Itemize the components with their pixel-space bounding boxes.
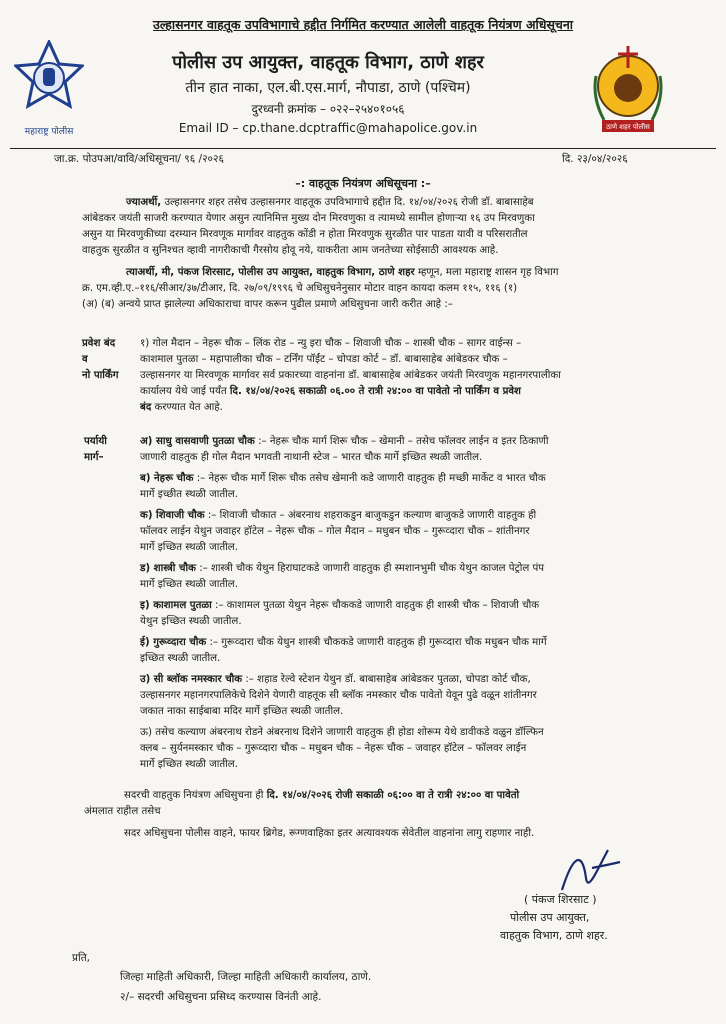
copy-to-label: प्रति, [72, 952, 91, 964]
para2-line: (अ) (ब) अन्वये प्राप्त झालेल्या अधिकाराचा वापर करून पुढील प्रमाणे अधिसुचना जारी करीत आहे :– [82, 299, 453, 310]
paragraph-whereas [82, 195, 696, 259]
closing-text: सदरची वाहतुक नियंत्रण अधिसुचना ही [124, 790, 264, 801]
closing-paragraph [84, 788, 700, 842]
office-name: पोलीस उप आयुक्त, वाहतूक विभाग, ठाणे शहर [172, 52, 484, 73]
reference-number: जा.क्र. पोउपआ/वावि/अधिसूचना/ ९६ /२०२६ [54, 153, 224, 165]
para2-line: क्र. एम.व्ही.ए.–११६/सीआर/३७/टीआर, दि. २७/०९/१९९६ चे अधिसुचनेनुसार मोटार वाहन कायदा कलम ११५, ११६ (१) [82, 283, 518, 294]
logo-right-text: ठाणे शहर पोलीस [606, 123, 650, 131]
section-entry-ban-label [82, 336, 142, 384]
section-alternate-routes-label [84, 434, 136, 466]
signature-designation: पोलीस उप आयुक्त, [510, 911, 590, 924]
thane-police-logo [588, 36, 668, 142]
ban-word-bold: बंद [140, 402, 152, 413]
ban-time-bold: दि. १४/०४/२०२६ सकाळी ०६.०० ते रात्री २४:०० वा पावेतो नो पार्किंग व प्रवेश [229, 386, 521, 397]
route-line: :– नेहरू चौक मार्गे शिरू चौक तसेच खेमानी कडे जाणारी वाहतुक ही मच्छी मार्केट व भारत चौक [196, 473, 546, 484]
logo-left-text: महाराष्ट्र पोलीस [24, 127, 74, 137]
route-item [140, 672, 700, 720]
route-item [140, 561, 700, 593]
route-line: उल्हासनगर महानगरपालिकेचे दिशेने येणारी वाहतूक सी ब्लॉक नमस्कार चौक पावेतो येवून पुढे वळून शांतीनगर [140, 690, 537, 701]
label-line: प्रवेश बंद [82, 338, 116, 349]
route-line: :– नेहरू चौक मार्ग शिरू चौक – खेमानी – तसेच फॉलवर लाईन व इतर ठिकाणी [258, 436, 549, 447]
label-line: मार्ग– [84, 452, 104, 463]
route-label: ई) गुरूव्दारा चौक [140, 637, 207, 648]
para1-line: असुन या मिरवणुकीच्या दरम्यान मिरवणूक मार्गावर वाहतुक कोंडी न होता मिरवणुक सुरळीत पार पाडता यावी व परिसरातील [82, 229, 528, 240]
route-line: जकात नाका साईबाबा मदिर मार्गे इच्छित स्थळी जातील. [140, 706, 344, 717]
para2-text: म्हणून, मला महाराष्ट्र शासन गृह विभाग [417, 267, 559, 278]
route-item [140, 471, 700, 503]
route-line: :– शास्त्री चौक येथुन हिराघाटकडे जाणारी वाहतुक ही स्मशानभुमी चौक येथुन काजल पेट्रोल पंप [199, 563, 545, 574]
para1-line: उल्हासनगर शहर तसेच उल्हासनगर वाहतूक उपविभागाचे हद्दीत दि. १४/०४/२०२६ रोजी डॉ. बाबासाहेब [164, 197, 534, 208]
label-line: पर्यायी [84, 436, 107, 447]
section1-line: उल्हासनगर या मिरवणूक मार्गावर सर्व प्रकारच्या वाहनांना डॉ. बाबासाहेब आंबेडकर जयंती मिरवणुक महानगरपालीका [140, 370, 561, 381]
office-address: तीन हात नाका, एल.बी.एस.मार्ग, नौपाडा, ठाणे (पश्चिम) [185, 80, 471, 96]
closing-line: सदर अधिसुचना पोलीस वाहने, फायर ब्रिगेड, रूग्णवाहिका इतर अत्यावश्यक सेवेतील वाहनांना लागु राहणार नाही. [124, 828, 535, 839]
route-line: :– काशामल पुतळा येथुन नेहरू चौककडे जाणारी वाहतुक ही शास्त्री चौक – शिवाजी चौक [215, 600, 540, 611]
reference-date: दि. २३/०४/२०२६ [562, 153, 628, 165]
route-line: फॉलवर लाईन येथुन जवाहर हॉटेल – नेहरू चौक – गोल मैदान – मधुबन चौक – गुरूव्दारा चौक – शांतीनगर [140, 526, 530, 537]
alternate-routes-list [140, 434, 700, 773]
route-label: क) शिवाजी चौक [140, 510, 205, 521]
section1-text: कार्यालय येथे जाई पर्यंत [140, 386, 227, 397]
office-phone: दुरध्वनी क्रमांक – ०२२–२५४०१०५६ [251, 102, 405, 116]
route-label: ड) शास्त्री चौक [140, 563, 196, 574]
route-line: मार्गे इच्छित स्थळी जातील. [140, 579, 238, 590]
route-item [140, 508, 700, 556]
route-line: इच्छित स्थळी जातील. [140, 653, 221, 664]
para1-line: आंबेडकर जयंती साजरी करण्यात येणार असुन त्यानिमित्त मुख्य दोन मिरवणुका व त्यामध्ये सामील होणाऱ्या १६ उप मिरवणुका [82, 213, 535, 224]
para1-line: वाहतुक सुरळीत व सुनिश्चत व्हावी नागरीकाची गैरसोय होवू नये, याकरीता आम जनतेच्या सोईसाठी आवश्यक आहे. [82, 245, 499, 256]
section-entry-ban-text [140, 336, 700, 416]
notice-title: उल्हासनगर वाहतूक उपविभागाचे हद्दीत निर्गमित करण्यात आलेली वाहतूक नियंत्रण अधिसूचना [152, 17, 574, 32]
closing-time-bold: दि. १४/०४/२०२६ रोजी सकाळी ०६:०० वा ते रात्री २४:०० वा पावेतो [266, 790, 520, 801]
route-line: ऊ) तसेच कल्याण अंबरनाथ रोडने अंबरनाथ दिशेने जाणारी वाहतुक ही होडा शोरूम येथे डावीकडे वळुन डॉल्फिन [140, 727, 544, 738]
route-item [140, 725, 700, 773]
route-label: अ) साधु वासवाणी पुतळा चौक [140, 436, 255, 447]
label-line: नो पार्किंग [82, 370, 119, 381]
route-line: मार्गे इच्छीत स्थळी जातील. [140, 489, 238, 500]
route-label: ब) नेहरू चौक [140, 473, 194, 484]
therefore-lead: त्याअर्थी, [126, 267, 159, 278]
route-line: :– शिवाजी चौकात – अंबरनाथ शहराकडुन बाजुकडुन कल्याण बाजुकडे जाणारी वाहतुक ही [207, 510, 537, 521]
closing-line: अंमलात राहील तसेच [84, 806, 161, 817]
paragraph-therefore [82, 265, 696, 313]
signature-department: वाहतुक विभाग, ठाणे शहर. [500, 929, 608, 942]
label-line: व [82, 354, 88, 365]
route-label: उ) सी ब्लॉक नमस्कार चौक [140, 674, 243, 685]
route-line: मार्गे इच्छित स्थळी जातील. [140, 542, 238, 553]
route-item [140, 635, 700, 667]
office-email: Email ID – cp.thane.dcptraffic@mahapolice.gov.in [178, 121, 478, 135]
route-item [140, 598, 700, 630]
maharashtra-police-logo [14, 40, 84, 138]
route-line: येथुन इच्छित स्थळी जातील. [140, 616, 242, 627]
route-line: क्लब – सुर्यनमस्कार चौक – गुरूव्दारा चौक – मधुबन चौक – नेहरू चौक – जवाहर हॉटेल – फॉलवर लाईन [140, 743, 527, 754]
signature-name: ( पंकज शिरसाट ) [524, 893, 597, 906]
route-line: :– गुरूव्दारा चौक येथुन शास्त्री चौककडे जाणारी वाहतुक ही गुरूव्दारा चौक मधुबन चौक मार्गे [209, 637, 547, 648]
section1-line: काशमाल पुतळा – महापालीका चौक – टर्निंग पॉईंट – चोपडा कोर्ट – डॉ. बाबासाहेब आंबेडकर चौक – [140, 354, 508, 365]
route-line: जाणारी वाहतुक ही गोल मैदान भगवती नाथानी स्टेज – भारत चौक मार्गे इच्छित स्थळी जातील. [140, 452, 483, 463]
route-item [140, 434, 700, 466]
section1-line: १) गोल मैदान – नेहरू चौक – लिंक रोड – न्यु इरा चौक – शिवाजी चौक – शास्त्री चौक – सागर वाईन्स – [140, 338, 522, 349]
section1-text: करण्यात येत आहे. [151, 402, 223, 413]
copy-to-line: जिल्हा माहिती अधिकारी, जिल्हा माहिती अधिकारी कार्यालय, ठाणे. [120, 971, 372, 983]
route-line: :– शहाड रेल्वे स्टेशन येथुन डॉ. बाबासाहेब आंबेडकर पुतळा, चोपडा कोर्ट चौक, [245, 674, 531, 685]
officer-name-bold: मी, पंकज शिरसाट, पोलीस उप आयुक्त, वाहतुक विभाग, ठाणे शहर [161, 267, 415, 278]
header-divider [10, 148, 716, 149]
office-header [88, 50, 568, 135]
route-line: मार्गे इच्छित स्थळी जातील. [140, 759, 238, 770]
copy-to-line: २/– सदरची अधिसुचना प्रसिध्द करण्यास विनंती आहे. [120, 991, 322, 1003]
notice-subtitle: –: वाहतूक नियंत्रण अधिसूचना :– [295, 177, 431, 190]
route-label: इ) काशामल पुतळा [140, 600, 212, 611]
signature-mark [552, 838, 632, 898]
whereas-lead: ज्याअर्थी, [126, 197, 162, 208]
